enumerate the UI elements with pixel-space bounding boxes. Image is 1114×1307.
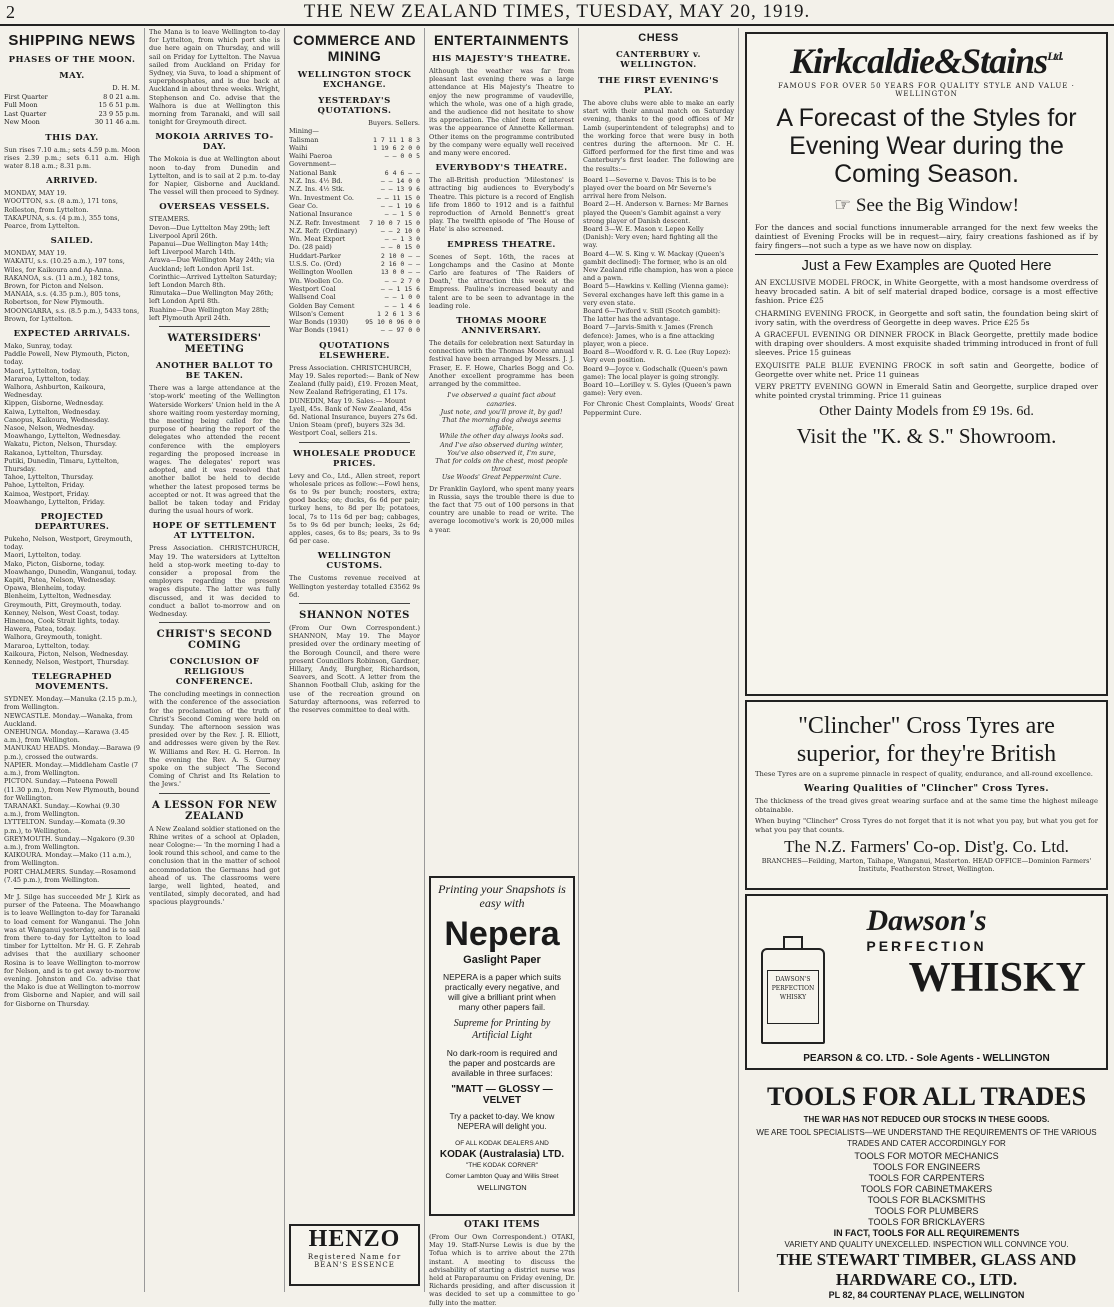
lesson-heading: A LESSON FOR NEW ZEALAND: [151, 799, 278, 822]
mokoia-heading: MOKOIA ARRIVES TO-DAY.: [155, 132, 274, 153]
henzo-logo: HENZO: [308, 1226, 401, 1252]
tools-title: TOOLS FOR ALL TRADES: [766, 1082, 1087, 1111]
kodak-corner: "THE KODAK CORNER": [465, 1162, 539, 1169]
kirkcaldie-tagline: FAMOUS FOR OVER 50 YEARS FOR QUALITY STYLE AND VALUE · WELLINGTON: [778, 82, 1075, 98]
table-row: National Bank 6 4 6 — —: [289, 168, 420, 177]
ballot-subheading: ANOTHER BALLOT TO BE TAKEN.: [155, 361, 274, 382]
masthead: [0, 0, 1114, 26]
empress-heading: EMPRESS THEATRE.: [447, 239, 556, 250]
his-majestys-heading: HIS MAJESTY'S THEATRE.: [432, 54, 571, 64]
peppermint-poem: I've observed a quaint fact about canaries. Just note, and you'll prove it, by gad! That the morning dog always seems affable, While the other day always looks sad. And I've also observed during winter, You've also observed it, I'm sure, That for colds on the chest, most people throat Use Woods' Great Peppermint Cure.: [435, 391, 568, 482]
moore-heading: THOMAS MOORE ANNIVERSARY.: [456, 316, 547, 337]
expected-heading: EXPECTED ARRIVALS.: [13, 328, 131, 339]
perfection-label: PERFECTION: [866, 938, 987, 954]
column-commerce: [285, 28, 425, 1292]
clincher-text: The thickness of the tread gives great wearing surface and at the same time the highest mileage obtainable.: [755, 797, 1098, 814]
stewart-address: PL 82, 84 COURTENAY PLACE, WELLINGTON: [828, 1290, 1025, 1300]
moon-month: MAY.: [59, 71, 85, 81]
column-chess: [579, 28, 739, 1292]
whisky-bottle-icon: [761, 948, 825, 1044]
tools-list-item: TOOLS FOR BRICKLAYERS: [868, 1217, 985, 1227]
moon-column-headers: D. H. M.: [112, 84, 140, 92]
kodak-address: Corner Lambton Quay and Willis Street: [445, 1173, 559, 1180]
hope-text: Press Association. CHRISTCHURCH, May 19. The watersiders at Lyttelton held a stop-work meeting to-day to consider a proposal from the employers regarding the present wages dispute. The latter was fully discussed, and it was decided to conduct a ballot to-morrow and on Wednesday.: [149, 544, 280, 618]
divider: [14, 888, 130, 889]
divider: [159, 622, 270, 623]
lesson-text: A New Zealand soldier stationed on the Rhine writes of a school at Opladen, near Cologne:— 'In the morning I had a look round this school, and came to the conclusion that in the matter of school accommodation the Germans had got ahead of us. The classrooms were large, well lighted, heated, and ventilated, simply decorated, and had spacious playgrounds.': [149, 824, 280, 907]
dawson-ad: [745, 894, 1108, 1070]
divider: [299, 603, 410, 604]
kirkcaldie-ad: [745, 32, 1108, 696]
otaki-heading: OTAKI ITEMS: [464, 1220, 540, 1230]
yesterday-quotations-heading: YESTERDAY'S QUOTATIONS.: [317, 96, 392, 116]
nz-farmers-company: The N.Z. Farmers' Co-op. Dist'g. Co. Ltd.: [784, 837, 1069, 857]
table-row: Golden Bay Cement — — 1 4 6: [289, 301, 420, 310]
visit-showroom: Visit the "K. & S." Showroom.: [796, 424, 1057, 449]
column-ads: [739, 28, 1114, 1300]
tools-list-item: TOOLS FOR BLACKSMITHS: [867, 1195, 986, 1205]
customs-text: The Customs revenue received at Wellington yesterday totalled £3562 9s 6d.: [289, 574, 420, 599]
entertainments-title: ENTERTAINMENTS: [433, 32, 570, 48]
frock-item: A GRACEFUL EVENING OR DINNER FROCK in Black Georgette, prettily made bodice with draping over shoulders. A most exquisite shaded trimming introduced in front of full sleeves. Price 15 guineas: [755, 330, 1098, 358]
frock-item: CHARMING EVENING FROCK, in Georgette and soft satin, the foundation being skirt of ivory satin, with the overdress of Georgette in deep waves. Price £25 5s: [755, 308, 1098, 327]
tools-list-item: TOOLS FOR CABINETMAKERS: [860, 1184, 993, 1194]
clincher-text: When buying "Clincher" Cross Tyres do not forget that it is not what you pay, but what you get for what you pay that counts.: [755, 817, 1098, 834]
table-row: N.Z. Ins. 4½ Stk. — — 13 9 6: [289, 185, 420, 194]
hope-heading: HOPE OF SETTLEMENT AT LYTTELTON.: [152, 521, 277, 542]
tools-body: WE ARE TOOL SPECIALISTS—WE UNDERSTAND THE REQUIREMENTS OF THE VARIOUS TRADES AND CATER ACCORDINGLY FOR: [756, 1128, 1097, 1148]
tools-variety: VARIETY AND QUALITY UNEXCELLED. INSPECTION WILL CONVINCE YOU.: [784, 1240, 1069, 1249]
henzo-ad: [289, 1224, 420, 1286]
nepera-headline: Printing your Snapshots is easy with: [438, 882, 566, 910]
divider: [299, 442, 410, 443]
stewart-company: THE STEWART TIMBER, GLASS AND HARDWARE CO., LTD.: [776, 1250, 1077, 1289]
frock-item: VERY PRETTY EVENING GOWN in Emerald Satin and Georgette, surplice draped over white pointed crystal trimming. Price 11 guineas: [755, 382, 1098, 401]
table-row: N.Z. Ins. 4½ Bd. — — 14 0 0: [289, 177, 420, 186]
clincher-ad: [745, 700, 1108, 890]
nepera-supreme: Supreme for Printing by Artificial Light: [453, 1018, 551, 1041]
nepera-try: Try a packet to-day. We know NEPERA will delight you.: [449, 1112, 555, 1131]
table-row: Waihi Paeroa — — 0 0 5: [289, 152, 420, 161]
shannon-text: (From Our Own Correspondent.) SHANNON, May 19. The Mayor presided over the ordinary meeting of the Borough Council, and there were present Councillors Robinson, Gardner, Hillary, Andy, Burgher, Richardson, Seavers, and Scott. A letter from the Shannon Football Club, asking for the use of the recreation ground on Saturday afternoons, was referred to the reserves committee to deal with.: [289, 623, 420, 715]
kodak-city: WELLINGTON: [477, 1183, 527, 1192]
shipping-notes: Mr J. Silge has succeeded Mr J. Kirk as purser of the Pateena. The Moawhango is to leave Wellington to-day for Taranaki to load cement for Wanganui. The John was at Wanganui yesterday, and is to sail from there to-day for Lyttelton to load timber for Lyttelton. Mr H. G. F. Zehrab advises that the auxiliary schooner Rosina is to leave Wellington to-morrow for Nelson, and is to get away to-morrow evening. Johnston and Co. advise that the Mako is due at Wellington to-morrow from Gisborne and Napier, and will sail for Gisborne on Thursday.: [4, 892, 140, 1008]
tools-list-item: TOOLS FOR PLUMBERS: [874, 1206, 979, 1216]
sailed-heading: SAILED.: [50, 236, 94, 247]
this-day-heading: THIS DAY.: [45, 132, 99, 143]
quotes-table: [289, 127, 420, 334]
table-row: Government—: [289, 160, 337, 169]
right-hand-icon: ☞: [834, 195, 856, 216]
table-row: N.Z. Refr. (Ordinary) — — 2 10 0: [289, 226, 420, 235]
tools-list-item: TOOLS FOR CARPENTERS: [868, 1173, 985, 1183]
table-row: Huddart-Parker 2 10 0 — —: [289, 251, 420, 260]
nepera-body: NEPERA is a paper which suits practically every negative, and will give a brilliant print when many other papers fail.: [442, 972, 562, 1012]
divider: [159, 326, 270, 327]
christ-heading: CHRIST'S SECOND COMING: [156, 629, 273, 652]
quotations-elsewhere-text: Press Association. CHRISTCHURCH, May 19. Sales reported:— Bank of New Zealand (fully paid), £19. Frozen Meat, New Zealand Refrigerating, £1 17s. DUNEDIN, May 19. Sales:— Mount Lyell, 45s. Bank of New Zealand, 45s 6d. National Insurance, buyers 27s 6d. Union Steam (pref), buyers 32s 3d. Westport Coal, sellers 21s.: [289, 363, 420, 438]
telegraphed-text: SYDNEY. Monday.—Manuka (2.15 p.m.), from Wellington. NEWCASTLE. Monday.—Wanaka, from Auckland. ONEHUNGA. Monday.—Karawa (3.45 a.m.), from Wellington. MANUKAU HEADS. Monday.—Barawa (9 p.m.), crossed the outwards. NAPIER. Monday.—Middleham Castle (7 a.m.), from Wellington. PICTON. Sunday.—Pateena Powell (11.30 p.m.), from New Plymouth, bound for Wellington. TARANAKI. Sunday.—Kowhai (9.30 a.m.), from Wellington. LYTTELTON. Sunday.—Komata (9.30 p.m.), to Wellington. GREYMOUTH. Sunday.—Ngakoro (9.30 a.m.), from Wellington. KAIKOURA. Monday.—Mako (11 a.m.), from Wellington. PORT CHALMERS. Sunday.—Rosamond (7.45 p.m.), from Wellington.: [4, 695, 140, 884]
otaki-text: (From Our Own Correspondent.) OTAKI, May 19. Staff-Nurse Lewis is due by the Tofua which is to arrive about the 27th instant. A meeting to discuss the advisability of starting a district nurse was held at Paraparaumu on Friday evening, Dr. Richards presiding, and after discussion it was decided to set up a committee to go fully into the matter.: [429, 1233, 575, 1307]
frock-item: EXQUISITE PALE BLUE EVENING FROCK in soft satin and Georgette, bodice of Georgette over white net. Price 11 guineas: [755, 360, 1098, 379]
tools-sub: THE WAR HAS NOT REDUCED OUR STOCKS IN THESE GOODS.: [803, 1115, 1050, 1124]
nepera-surfaces: "MATT — GLOSSY — VELVET: [451, 1084, 553, 1106]
table-row: Wn. Meat Export — — 1 3 0: [289, 235, 420, 244]
table-row: Wn. Investment Co. — — 11 15 0: [289, 193, 420, 202]
sailed-text: MONDAY, MAY 19. WAKATU, s.s. (10.25 a.m.), 197 tons, Wiles, for Kaikoura and Ap-Anna. RAKANOA, s.s. (11 a.m.), 182 tons, Brown, for Picton and Nelson. MANAIA, s.s. (4.35 p.m.), 805 tons, Robertson, for New Plymouth. MOONGARRA, s.s. (8.5 p.m.), 5433 tons, Brown, for Lyttelton.: [4, 249, 140, 323]
moon-heading: PHASES OF THE MOON.: [8, 55, 136, 65]
moon-row: Full Moon 15 6 51 p.m.: [4, 101, 140, 109]
chess-match-heading: CANTERBURY v. WELLINGTON.: [616, 50, 701, 70]
telegraphed-heading: TELEGRAPHED MOVEMENTS.: [32, 672, 112, 693]
chess-text: The above clubs were able to make an early start with their annual match on Saturday evening, thanks to the good offices of Mr Lamb (superintendent of telegraphs) and to the working force that were busy in both centres during the afternoon. Mr C. H. Gifford performed for the first time and was Canterbury's first leader. The following are the results:—: [583, 99, 734, 173]
nepera-darkroom: No dark-room is required and the paper and postcards are available in three surfaces:: [446, 1048, 558, 1078]
nepera-brand: Nepera: [444, 915, 560, 953]
arrived-heading: ARRIVED.: [46, 176, 98, 187]
chess-boards: Board 1—Severne v. Davos: This is to be played over the board on Mr Severne's arrival here from Nelson. Board 2—H. Anderson v. Barnes: Mr Barnes played the Queen's Gambit against a very strong player of Danish descent. Board 3—W. E. Mason v. Lepeo Kelly (Danish): Very even; hard fighting all the way. Board 4—W. S. King v. W. Mackay (Queen's gambit declined): The former, who is an old New Zealand rifle champion, has won a piece and a pawn. Board 5—Hawkins v. Kelling (Vienna game): Several exchanges have left this game in a very even state. Board 6—Twiford v. Still (Scotch gambit): The latter has the advantage. Board 7—Jarvis-Smith v. James (French defence): James, who is a fine attacking player, won a piece. Board 8—Woodford v. R. G. Lee (Ruy Lopez): Very even position. Board 9—Joyce v. Godschalk (Queen's pawn game): The local player is going strongly. Board 10—Lorilley v. S. Gyles (Queen's pawn game): Very even.: [583, 175, 734, 398]
tools-fact: IN FACT, TOOLS FOR ALL REQUIREMENTS: [833, 1228, 1020, 1238]
tools-list-item: TOOLS FOR ENGINEERS: [872, 1162, 981, 1172]
clincher-title: "Clincher" Cross Tyres are superior, for they're British: [796, 713, 1057, 767]
whisky-word: WHISKY: [908, 955, 1086, 1001]
projected-heading: PROJECTED DEPARTURES.: [34, 512, 110, 533]
table-row: Waihi 1 19 6 2 0 0: [289, 143, 420, 152]
table-row: National Insurance — — 1 5 0: [289, 210, 420, 219]
kirkcaldie-logo: Kirkcaldie&Stains$^{Ltd.}$: [790, 41, 1063, 81]
kirkcaldie-intro: For the dances and social functions innumerable arranged for the next few weeks the daintiest of Evening Frocks will be in request—airy, fairy creations fashioned as if by fairy fingers—not such a type as we have now on display.: [755, 223, 1098, 250]
watersiders-text: There was a large attendance at the 'stop-work' meeting of the Wellington Waterside Workers' Union held in the A shore waiting room yesterday morning, the meeting being called for the purpose of hearing the report of the delegates who attended the recent conference with the employers regarding the proposed increase in wages. The delegates' report was adopted, and it was resolved that another ballot be held to decide whether the latest proposed terms be accepted or not. It was agreed that the ballot be taken today and Friday during the usual hours of work.: [149, 384, 280, 516]
shipping-text: The Mana is to leave Wellington to-day for Lyttelton, from which port she is due here again on Thursday, and will sail on Friday for Lyttelton. The Navua sailed from Auckland on Friday for Sydney, via Suva, to load a shipment of superphosphates, and is due back at Auckland in about three weeks. Wright, Stephenson and Co. advise that the Walhora is due at Wellington this morning from Taranaki, and will sail tonight for Greymouth direct.: [149, 28, 280, 127]
moon-table: [4, 93, 140, 127]
this-day-text: Sun rises 7.10 a.m.; sets 4.59 p.m. Moon rises 2.39 p.m.; sets 6.11 a.m. High water 8.18 a.m.; 8.31 p.m.: [4, 145, 140, 170]
nepera-dealers: OF ALL KODAK DEALERS AND: [455, 1140, 549, 1147]
expected-text: Mako, Sunray, today. Paddle Powell, New Plymouth, Picton, today. Maori, Lyttelton, today. Mararoa, Lyttelton, today. Walhora, Ashburton, Kaikoura, Wednesday. Kippen, Gisborne, Wednesday. Kaiwa, Lyttelton, Wednesday. Canopus, Kaikoura, Wednesday. Nasoe, Nelson, Wednesday. Moawhango, Lyttelton, Wednesday. Wakatu, Picton, Nelson, Thursday. Rakanoa, Lyttelton, Thursday. Putiki, Dunedin, Timaru, Lyttelton, Thursday. Tahoe, Lyttelton, Thursday. Pahoe, Lyttelton, Friday. Kaimoa, Westport, Friday. Moawhango, Lyttelton, Friday.: [4, 341, 130, 506]
arrived-text: MONDAY, MAY 19. WOOTTON, s.s. (8 a.m.), 171 tons, Rolleston, from Lyttelton. TAKAPUNA, s.s. (4 p.m.), 355 tons, Pearce, from Lyttelton.: [4, 189, 120, 230]
table-row: N.Z. Refr. Investment 7 10 0 7 15 0: [289, 218, 420, 227]
commerce-title: COMMERCE AND MINING: [293, 32, 416, 64]
empress-text: Scenes of Sept. 16th, the races at Longchamps and the Casino at Monte Carlo are features of 'The Raiders of Death,' the attraction this week at the Empress. Pauline's increased beauty and talent are to be seen to advantage in the leading role.: [429, 252, 574, 310]
quotations-elsewhere-heading: QUOTATIONS ELSEWHERE.: [319, 340, 390, 361]
other-models: Other Dainty Models from £9 19s. 6d.: [819, 404, 1034, 420]
pearson-agents: PEARSON & CO. LTD. - Sole Agents - WELLINGTON: [803, 1053, 1050, 1064]
clincher-text: These Tyres are on a supreme pinnacle in respect of quality, endurance, and all-round excellence.: [755, 770, 1093, 778]
otaki-section: [429, 1214, 575, 1307]
table-row: Gear Co. — — 1 19 6: [289, 201, 420, 210]
table-row: U.S.S. Co. (Ord) 2 16 0 — —: [289, 260, 420, 269]
table-row: Wellington Woollen 13 0 0 — —: [289, 268, 420, 277]
watersiders-heading: WATERSIDERS' MEETING: [167, 333, 262, 356]
christ-text: The concluding meetings in connection with the conference of the association for the proclamation of the truth of Christ's Second Coming were held on Sunday. The afternoon session was presided over by the Rev. J. R. Elliott, and addresses were given by the Rev. W. Williams and Rev. H. G. Herron. In the evening the Rev. A. S. Gurney spoke on the subject 'The Second Coming of Christ and Its Relation to the Jews.': [149, 690, 280, 789]
table-row: Talisman 1 7 11 1 8 3: [289, 135, 420, 144]
table-row: Wallsend Coal — — 1 0 0: [289, 293, 420, 302]
table-row: Do. (28 paid) — — 0 15 0: [289, 243, 420, 252]
customs-heading: WELLINGTON CUSTOMS.: [317, 551, 392, 572]
tools-list-item: TOOLS FOR MOTOR MECHANICS: [854, 1151, 999, 1161]
chest-cure-text: For Chronic Chest Complaints, Woods' Great Peppermint Cure.: [583, 400, 734, 417]
projected-text: Pukeho, Nelson, Westport, Greymouth, today. Maori, Lyttelton, today. Mako, Picton, Gisborne, today. Moawhango, Dunedin, Wanganui, today. Kapiti, Patea, Nelson, Wednesday. Opawa, Blenheim, today. Blenheim, Lyttelton, Wednesday. Greymouth, Pitt, Greymouth, today. Kenney, Nelson, West Coast, today. Hinemoa, Cook Strait lights, today. Hawera, Patea, today. Walhora, Greymouth, tonight. Mararoa, Lyttelton, today. Kaikoura, Picton, Nelson, Wednesday. Kennedy, Nelson, Westport, Thursday.: [4, 535, 137, 667]
everybodys-heading: EVERYBODY'S THEATRE.: [435, 163, 568, 174]
chess-first-heading: THE FIRST EVENING'S PLAY.: [598, 76, 719, 96]
nepera-sub: Gaslight Paper: [463, 954, 541, 966]
frock-item: AN EXCLUSIVE MODEL FROCK, in White Georgette, with a most handsome overdress of heavy brocaded satin. A bit of self material draped bodice, corsage is a most effective fashion. Price £25: [755, 278, 1098, 306]
nz-farmers-branches: BRANCHES—Feilding, Marton, Taihape, Wanganui, Masterton. HEAD OFFICE—Dominion Farmers' Institute, Featherston Street, Wellington.: [761, 857, 1092, 874]
table-row: Westport Coal — — 1 15 6: [289, 284, 420, 293]
moon-row: First Quarter 8 0 21 a.m.: [4, 92, 140, 101]
moon-row: Last Quarter 23 9 55 p.m.: [4, 109, 140, 118]
table-row: Mining—: [289, 127, 319, 136]
table-row: Wn. Woollen Co. — — 2 7 0: [289, 276, 420, 285]
chess-title: CHESS: [638, 32, 679, 44]
produce-heading: WHOLESALE PRODUCE PRICES.: [293, 448, 416, 469]
nepera-ad: [429, 876, 575, 1216]
see-window-banner: ☞ See the Big Window!: [834, 195, 1019, 216]
stock-exchange-heading: WELLINGTON STOCK EXCHANGE.: [297, 70, 412, 90]
overseas-heading: OVERSEAS VESSELS.: [159, 202, 270, 213]
table-row: Wilson's Cement 1 2 6 1 3 6: [289, 309, 420, 318]
dawson-logo: Dawson's: [866, 904, 987, 937]
moore-text: The details for celebration next Saturday in connection with the Thomas Moore annual festival have been arranged by Messrs. J. J. Fraser, E. F. Howe, Charles Bogg and Co. Another excellent programme has been arranged by the committee.: [429, 339, 574, 389]
moon-row: New Moon 30 11 46 a.m.: [4, 118, 140, 126]
henzo-sub: Registered Name for BEAN'S ESSENCE: [307, 1253, 402, 1269]
column-shipping: [0, 28, 145, 1292]
shannon-heading: SHANNON NOTES: [299, 609, 410, 621]
kodak-company: KODAK (Australasia) LTD.: [439, 1149, 565, 1160]
overseas-text: STEAMERS. Devon—Due Lyttelton May 29th; left Liverpool April 26th. Papanui—Due Wellington May 14th; left Liverpool March 14th. Arawa—Due Wellington May 24th; via Auckland; left London April 1st. Corinthic—Arrived Lyttelton Saturday; left London March 8th. Rimutaka—Due Wellington May 26th; left London April 8th. Ruahine—Due Wellington May 28th; left Plymouth April 24th.: [149, 215, 277, 322]
masthead-title: THE NEW ZEALAND TIMES, TUESDAY, MAY 20, 1919.: [303, 1, 811, 22]
tools-ad: [745, 1074, 1108, 1300]
bottle-neck: [783, 936, 803, 950]
page-number: 2: [6, 2, 16, 22]
column-news: [145, 28, 285, 1292]
examples-heading: Just a Few Examples are Quoted Here: [755, 254, 1098, 274]
table-row: War Bonds (1930) 95 10 0 96 0 0: [289, 318, 420, 327]
quotes-header: Buyers. Sellers.: [368, 119, 420, 127]
divider: [159, 793, 270, 794]
clincher-wearing: Wearing Qualities of "Clincher" Cross Tyres.: [804, 784, 1049, 795]
gaylord-text: Dr Franklin Gaylord, who spent many years in Russia, says the trouble there is due to the fact that 75 out of 100 persons in that country are unable to read or write. The average locomotive's work is 20,000 miles a year.: [429, 484, 574, 534]
kirkcaldie-headline: A Forecast of the Styles for Evening Wear during the Coming Season.: [776, 104, 1077, 188]
his-majestys-text: Although the weather was far from pleasant last evening there was a large attendance at His Majesty's Theatre to enjoy the new programme of vaudeville, which the whole, was one of a high grade, and the audience did not hesitate to show its appreciation. The chief item of interest was the appearance of Annette Kellerman. Other items on the programme contributed by the company were equally well received and many were encored.: [429, 67, 574, 158]
shipping-news-title: SHIPPING NEWS: [8, 32, 136, 49]
mokoia-text: The Mokoia is due at Wellington about noon to-day from Dunedin and Lyttelton, and is to sail at 2 p.m. to-day for Napier, Gisborne and Auckland. The vessel will then proceed to Sydney.: [149, 155, 280, 197]
bottle-label: DAWSON'S PERFECTION WHISKY: [767, 970, 819, 1024]
conclusion-subheading: CONCLUSION OF RELIGIOUS CONFERENCE.: [169, 657, 260, 688]
produce-text: Levy and Co., Ltd., Allen street, report wholesale prices as follow:—Fowl hens, 6s to 9s per bunch; roosters, extra; good backs; on; ducks, 6s 6d per pair; turkey hens, to 8d per lb; potatoes, local, 7s to 11s 6d per bag; cabbages, 5s to 9s 6d per bunch; leeks, 2s 6d; apples, cases, 6s to 8s; pears, 3s to 9s 6d per case.: [289, 471, 420, 546]
everybodys-text: The all-British production 'Milestones' is attracting big audiences to Everybody's Theatre. This picture is a record of English life from 1860 to 1912 and is a faithful reproduction of Arnold Bennett's great play. The twelfth episode of 'The House of Hate' is also screened.: [429, 176, 574, 234]
table-row: War Bonds (1941) — — 97 0 0: [289, 326, 420, 335]
